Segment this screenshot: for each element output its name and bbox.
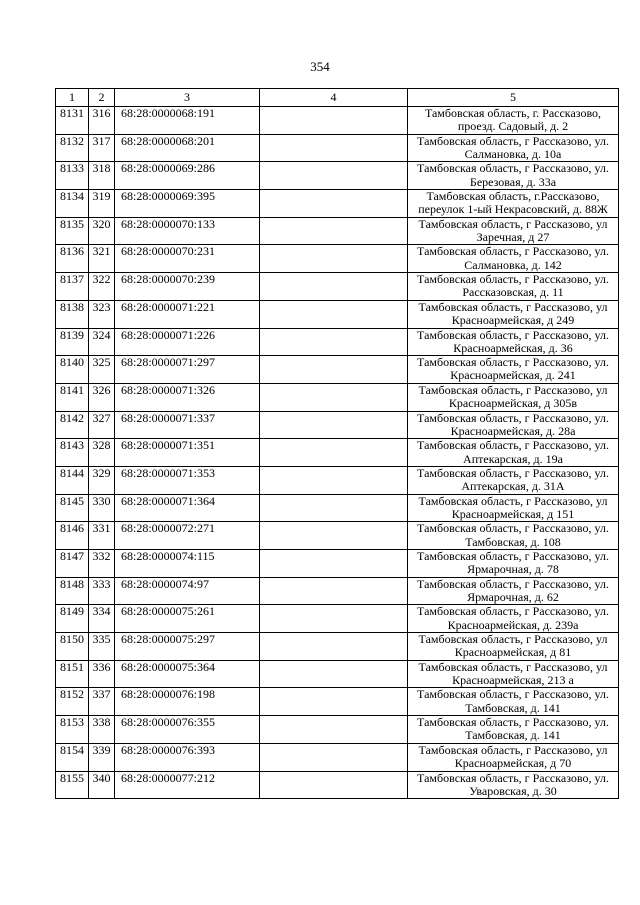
address-cell: Тамбовская область, г Рассказово, ул. Аптекарская, д. 19а [408, 439, 619, 467]
row-number-cell: 8139 [56, 328, 89, 356]
row-number-cell: 8135 [56, 217, 89, 245]
row-number-cell: 8137 [56, 273, 89, 301]
cadastral-number-cell: 68:28:0000070:231 [115, 245, 260, 273]
table-row [56, 716, 619, 744]
address-cell: Тамбовская область, г Рассказово, ул. Тамбовская, д. 108 [408, 522, 619, 550]
row-number-cell: 8154 [56, 743, 89, 771]
table-row [56, 660, 619, 688]
cadastral-number-cell: 68:28:0000070:239 [115, 273, 260, 301]
cadastral-number-cell: 68:28:0000068:191 [115, 107, 260, 135]
column-4-cell [260, 466, 408, 494]
address-cell: Тамбовская область, г Рассказово, ул. Аптекарская, д. 31А [408, 466, 619, 494]
row-index-cell: 330 [89, 494, 115, 522]
header-col-1: 1 [56, 89, 89, 107]
table-row [56, 633, 619, 661]
row-number-cell: 8134 [56, 190, 89, 218]
column-4-cell [260, 439, 408, 467]
address-cell: Тамбовская область, г Рассказово, ул. Тамбовская, д. 141 [408, 688, 619, 716]
address-cell: Тамбовская область, г Рассказово, ул. Ярмарочная, д. 62 [408, 577, 619, 605]
table-row [56, 273, 619, 301]
row-index-cell: 326 [89, 383, 115, 411]
row-index-cell: 321 [89, 245, 115, 273]
table-row [56, 605, 619, 633]
row-index-cell: 333 [89, 577, 115, 605]
address-cell: Тамбовская область, г Рассказово, ул Красноармейская, д 249 [408, 300, 619, 328]
row-index-cell: 331 [89, 522, 115, 550]
row-number-cell: 8141 [56, 383, 89, 411]
table-row [56, 190, 619, 218]
address-cell: Тамбовская область, г Рассказово, ул. Красноармейская, д. 36 [408, 328, 619, 356]
row-number-cell: 8145 [56, 494, 89, 522]
cadastral-number-cell: 68:28:0000076:393 [115, 743, 260, 771]
column-4-cell [260, 494, 408, 522]
row-number-cell: 8140 [56, 356, 89, 384]
row-number-cell: 8143 [56, 439, 89, 467]
row-number-cell: 8142 [56, 411, 89, 439]
row-index-cell: 325 [89, 356, 115, 384]
column-4-cell [260, 356, 408, 384]
address-cell: Тамбовская область, г Рассказово, ул. Ярмарочная, д. 78 [408, 550, 619, 578]
column-4-cell [260, 217, 408, 245]
address-cell: Тамбовская область, г Рассказово, ул. Красноармейская, д. 241 [408, 356, 619, 384]
column-4-cell [260, 633, 408, 661]
column-4-cell [260, 688, 408, 716]
row-number-cell: 8150 [56, 633, 89, 661]
column-4-cell [260, 383, 408, 411]
row-index-cell: 318 [89, 162, 115, 190]
cadastral-number-cell: 68:28:0000071:337 [115, 411, 260, 439]
address-cell: Тамбовская область, г Рассказово, ул Красноармейская, д 70 [408, 743, 619, 771]
cadastral-number-cell: 68:28:0000069:286 [115, 162, 260, 190]
table-row [56, 356, 619, 384]
row-number-cell: 8153 [56, 716, 89, 744]
column-4-cell [260, 328, 408, 356]
cadastral-number-cell: 68:28:0000072:271 [115, 522, 260, 550]
cadastral-number-cell: 68:28:0000076:355 [115, 716, 260, 744]
row-number-cell: 8147 [56, 550, 89, 578]
column-4-cell [260, 107, 408, 135]
cadastral-number-cell: 68:28:0000077:212 [115, 771, 260, 799]
row-index-cell: 317 [89, 134, 115, 162]
row-number-cell: 8152 [56, 688, 89, 716]
row-index-cell: 319 [89, 190, 115, 218]
row-index-cell: 338 [89, 716, 115, 744]
address-cell: Тамбовская область, г Рассказово, ул. Красноармейская, д. 239а [408, 605, 619, 633]
header-col-2: 2 [89, 89, 115, 107]
cadastral-number-cell: 68:28:0000074:97 [115, 577, 260, 605]
table-row [56, 217, 619, 245]
row-number-cell: 8149 [56, 605, 89, 633]
cadastral-number-cell: 68:28:0000070:133 [115, 217, 260, 245]
cadastral-number-cell: 68:28:0000071:297 [115, 356, 260, 384]
page-number: 354 [310, 59, 330, 74]
address-cell: Тамбовская область, г Рассказово, ул. Рассказовская, д. 11 [408, 273, 619, 301]
address-cell: Тамбовская область, г Рассказово, ул. Салмановка, д. 10а [408, 134, 619, 162]
cadastral-number-cell: 68:28:0000069:395 [115, 190, 260, 218]
table-row [56, 550, 619, 578]
header-col-3: 3 [115, 89, 260, 107]
cadastral-number-cell: 68:28:0000076:198 [115, 688, 260, 716]
cadastral-number-cell: 68:28:0000071:351 [115, 439, 260, 467]
cadastral-number-cell: 68:28:0000075:297 [115, 633, 260, 661]
table-row [56, 439, 619, 467]
row-number-cell: 8131 [56, 107, 89, 135]
address-cell: Тамбовская область, г Рассказово, ул. Красноармейская, д. 28а [408, 411, 619, 439]
table-row [56, 522, 619, 550]
row-index-cell: 328 [89, 439, 115, 467]
table-row [56, 411, 619, 439]
address-cell: Тамбовская область, г Рассказово, ул Красноармейская, д 305в [408, 383, 619, 411]
row-index-cell: 327 [89, 411, 115, 439]
row-number-cell: 8133 [56, 162, 89, 190]
address-cell: Тамбовская область, г Рассказово, ул Красноармейская, д 151 [408, 494, 619, 522]
column-4-cell [260, 162, 408, 190]
table-row [56, 134, 619, 162]
column-4-cell [260, 605, 408, 633]
column-4-cell [260, 190, 408, 218]
column-4-cell [260, 300, 408, 328]
column-4-cell [260, 550, 408, 578]
address-cell: Тамбовская область, г Рассказово, ул. Тамбовская, д. 141 [408, 716, 619, 744]
column-4-cell [260, 522, 408, 550]
address-cell: Тамбовская область, г Рассказово, ул. Березовая, д. 33а [408, 162, 619, 190]
row-number-cell: 8144 [56, 466, 89, 494]
table-row [56, 494, 619, 522]
row-number-cell: 8151 [56, 660, 89, 688]
row-number-cell: 8132 [56, 134, 89, 162]
row-index-cell: 340 [89, 771, 115, 799]
row-number-cell: 8148 [56, 577, 89, 605]
header-row [56, 89, 619, 107]
address-cell: Тамбовская область, г Рассказово, ул Заречная, д 27 [408, 217, 619, 245]
table-row [56, 577, 619, 605]
table-row [56, 300, 619, 328]
column-4-cell [260, 771, 408, 799]
row-index-cell: 337 [89, 688, 115, 716]
row-index-cell: 335 [89, 633, 115, 661]
row-index-cell: 320 [89, 217, 115, 245]
cadastral-number-cell: 68:28:0000068:201 [115, 134, 260, 162]
table-row [56, 328, 619, 356]
row-index-cell: 334 [89, 605, 115, 633]
cadastral-number-cell: 68:28:0000075:261 [115, 605, 260, 633]
row-index-cell: 329 [89, 466, 115, 494]
table-row [56, 245, 619, 273]
table-row [56, 743, 619, 771]
row-index-cell: 339 [89, 743, 115, 771]
header-col-4: 4 [260, 89, 408, 107]
cadastral-number-cell: 68:28:0000074:115 [115, 550, 260, 578]
table-row [56, 688, 619, 716]
cadastral-number-cell: 68:28:0000071:221 [115, 300, 260, 328]
column-4-cell [260, 743, 408, 771]
column-4-cell [260, 245, 408, 273]
table-row [56, 162, 619, 190]
row-index-cell: 316 [89, 107, 115, 135]
column-4-cell [260, 716, 408, 744]
address-cell: Тамбовская область, г Рассказово, ул. Салмановка, д. 142 [408, 245, 619, 273]
row-index-cell: 323 [89, 300, 115, 328]
cadastral-number-cell: 68:28:0000071:226 [115, 328, 260, 356]
table-row [56, 383, 619, 411]
table-row [56, 466, 619, 494]
header-col-5: 5 [408, 89, 619, 107]
column-4-cell [260, 273, 408, 301]
cadastral-number-cell: 68:28:0000075:364 [115, 660, 260, 688]
column-4-cell [260, 134, 408, 162]
cadastral-number-cell: 68:28:0000071:353 [115, 466, 260, 494]
address-cell: Тамбовская область, г Рассказово, ул Красноармейская, д 81 [408, 633, 619, 661]
row-index-cell: 332 [89, 550, 115, 578]
table-row [56, 771, 619, 799]
address-cell: Тамбовская область, г. Рассказово, проезд. Садовый, д. 2 [408, 107, 619, 135]
column-4-cell [260, 577, 408, 605]
column-4-cell [260, 411, 408, 439]
table-row [56, 107, 619, 135]
address-cell: Тамбовская область, г Рассказово, ул Красноармейская, 213 а [408, 660, 619, 688]
row-number-cell: 8155 [56, 771, 89, 799]
row-index-cell: 336 [89, 660, 115, 688]
row-index-cell: 324 [89, 328, 115, 356]
registry-table [55, 88, 619, 799]
row-number-cell: 8136 [56, 245, 89, 273]
column-4-cell [260, 660, 408, 688]
address-cell: Тамбовская область, г.Рассказово, переулок 1-ый Некрасовский, д. 88Ж [408, 190, 619, 218]
row-number-cell: 8146 [56, 522, 89, 550]
cadastral-number-cell: 68:28:0000071:326 [115, 383, 260, 411]
address-cell: Тамбовская область, г Рассказово, ул. Уваровская, д. 30 [408, 771, 619, 799]
row-index-cell: 322 [89, 273, 115, 301]
row-number-cell: 8138 [56, 300, 89, 328]
cadastral-number-cell: 68:28:0000071:364 [115, 494, 260, 522]
